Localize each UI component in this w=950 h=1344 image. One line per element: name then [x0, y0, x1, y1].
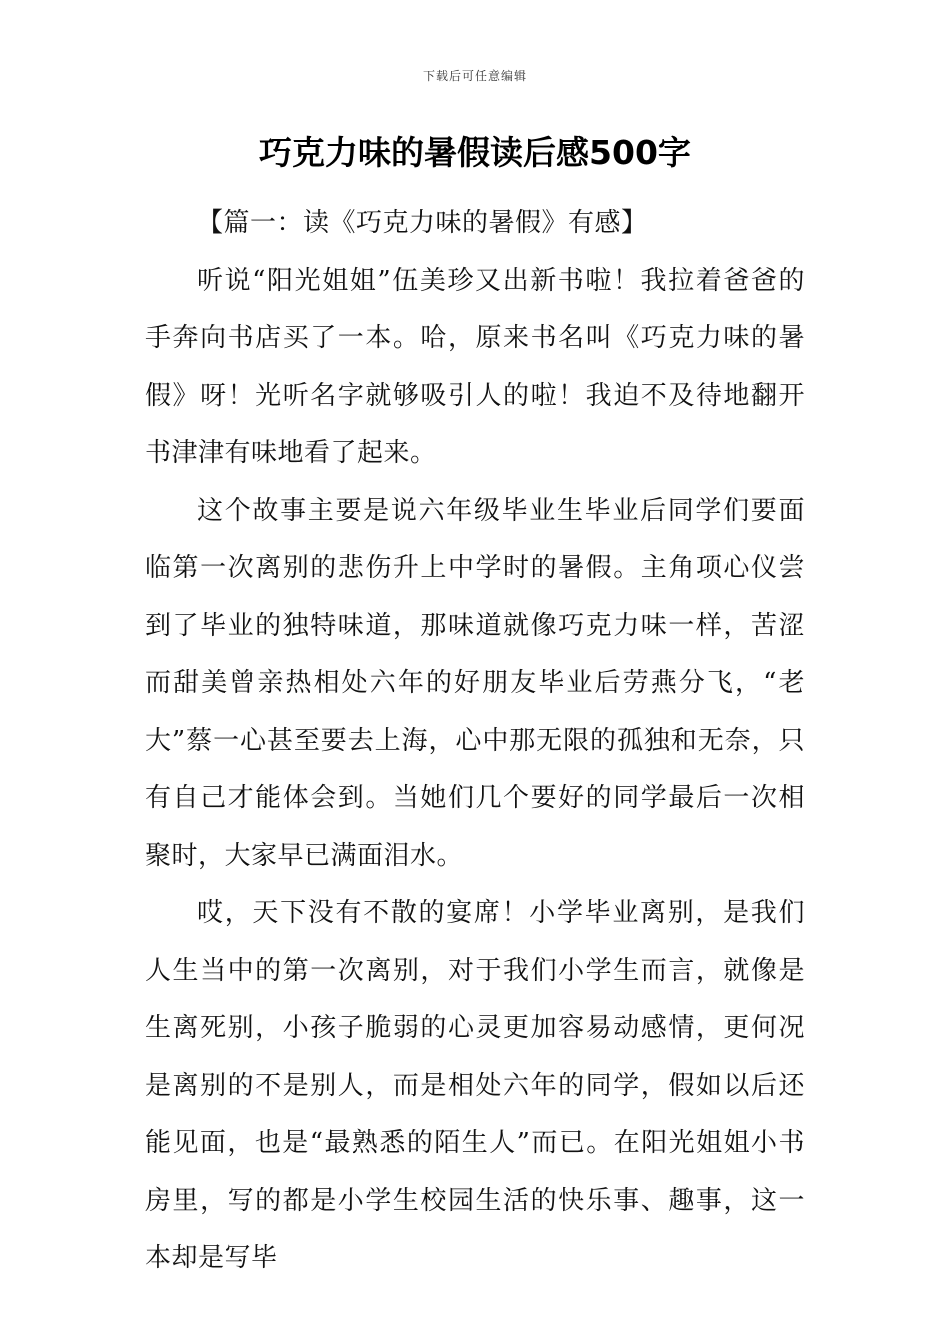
- document-body: [145, 195, 805, 1288]
- paragraph-1: 听说“阳光姐姐”伍美珍又出新书啦！我拉着爸爸的手奔向书店买了一本。哈，原来书名叫《巧克力味的暑假》呀！光听名字就够吸引人的啦！我迫不及待地翻开书津津有味地看了起来。: [145, 265, 805, 468]
- paragraph-3: 哎，天下没有不散的宴席！小学毕业离别，是我们人生当中的第一次离别，对于我们小学生而言，就像是生离死别，小孩子脆弱的心灵更加容易动感情，更何况是离别的不是别人，而是相处六年的同学，假如以后还能见面，也是“最熟悉的陌生人”而已。在阳光姐姐小书房里，写的都是小学生校园生活的快乐事、趣事，这一本却是写毕: [145, 898, 805, 1273]
- paragraph-2: 这个故事主要是说六年级毕业生毕业后同学们要面临第一次离别的悲伤升上中学时的暑假。主角项心仪尝到了毕业的独特味道，那味道就像巧克力味一样，苦涩而甜美曾亲热相处六年的好朋友毕业后劳燕分飞，“老大”蔡一心甚至要去上海，心中那无限的孤独和无奈，只有自己才能体会到。当她们几个要好的同学最后一次相聚时，大家早已满面泪水。: [145, 495, 805, 871]
- document-title: 巧克力味的暑假读后感500字: [259, 133, 691, 172]
- section-heading: 【篇一：读《巧克力味的暑假》有感】: [197, 208, 648, 238]
- header-note: 下载后可任意编辑: [422, 69, 527, 83]
